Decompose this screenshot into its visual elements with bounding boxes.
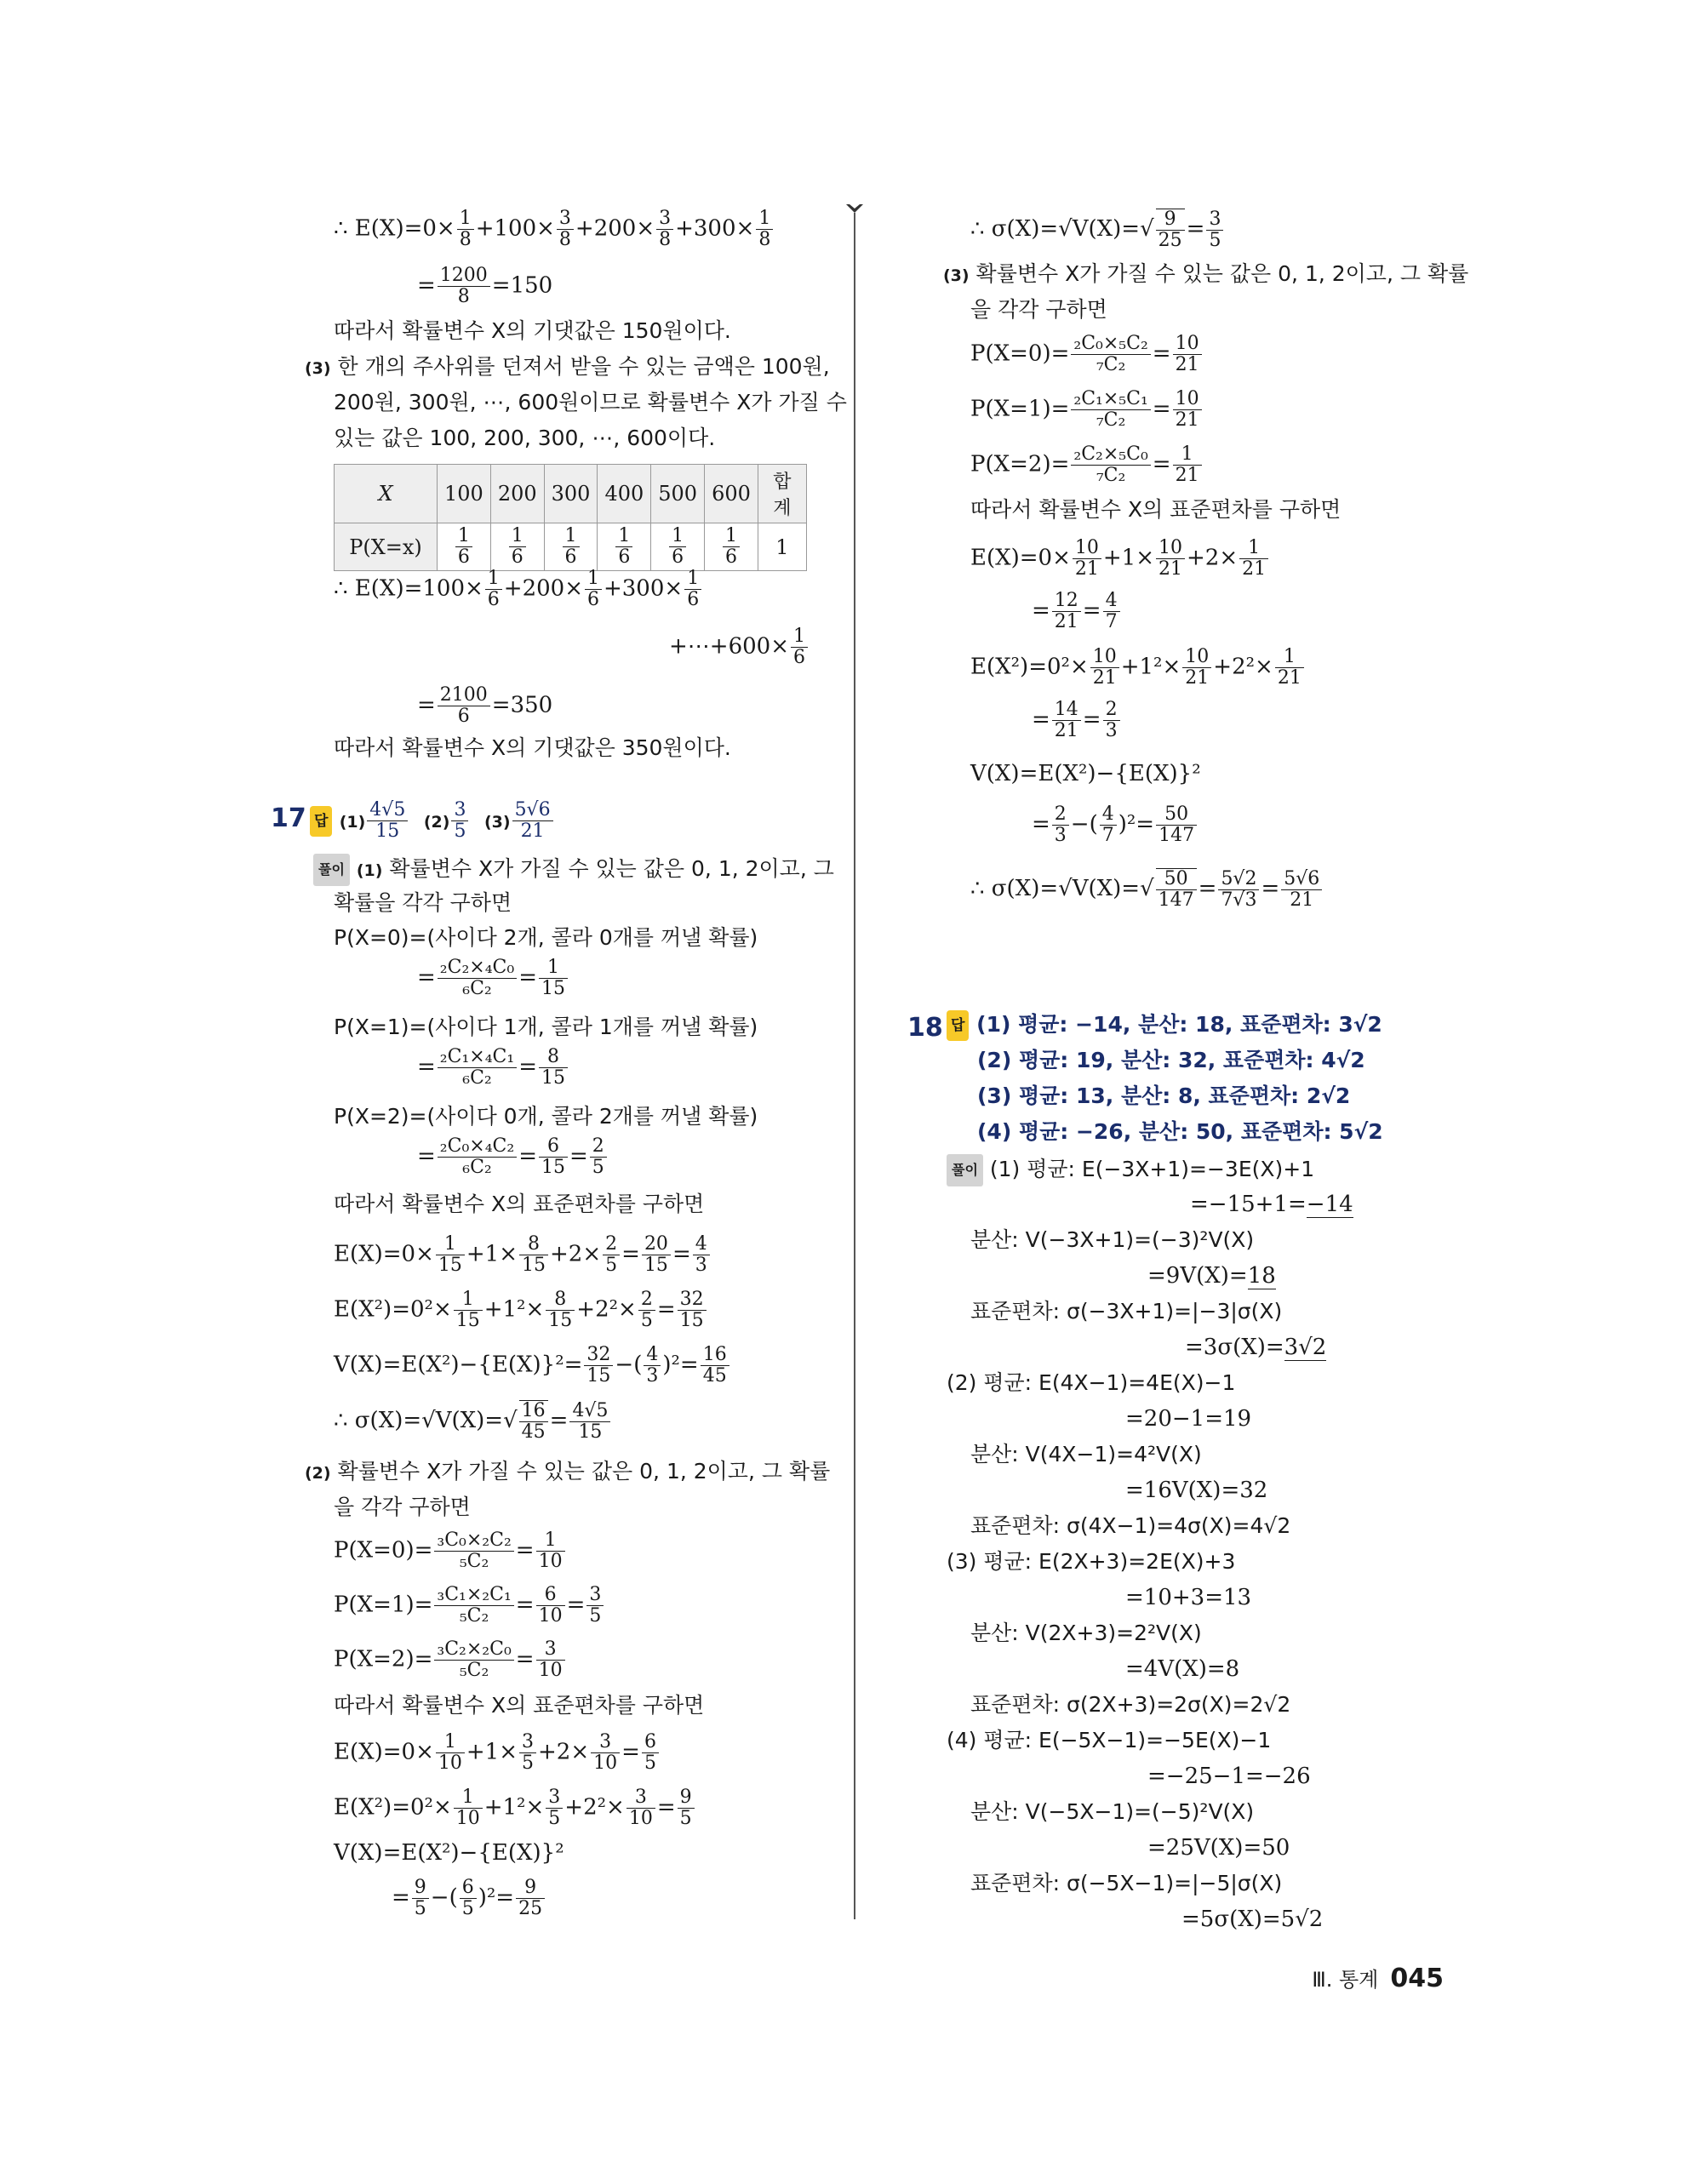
variance-calc: V(X)=E(X²)−{E(X)}² <box>970 761 1201 786</box>
second-moment-calc: E(X²)=0²× $\frac{1}{10}$ +1²× $\frac{3}{5}$ +2²× $\frac{3}{10}$ = $\frac{9}{5}$ <box>334 1787 696 1829</box>
solution-calc: =9V(X)=18 <box>1147 1263 1276 1289</box>
solution-calc: =10+3=13 <box>1125 1585 1252 1610</box>
part3-para-line2: 200원, 300원, ⋯, 600원이므로 확률변수 X가 가질 수 <box>334 390 847 415</box>
table-cell: 600 <box>705 465 758 523</box>
conclusion-text: 따라서 확률변수 X의 기댓값은 150원이다. <box>334 318 731 343</box>
probability-table <box>334 464 807 571</box>
second-moment-result: = $\frac{14}{21}$ = $\frac{2}{3}$ <box>1032 700 1122 741</box>
page-number: 045 <box>1390 1964 1444 1993</box>
solution-calc: =25V(X)=50 <box>1147 1835 1290 1861</box>
prob-calc: = $\frac{\text{₂C₀×₄C₂}}{\text{₆C₂}}$ = $\frac{6}{15}$ = $\frac{2}{5}$ <box>417 1136 609 1178</box>
table-cell: 500 <box>651 465 705 523</box>
solution-calc: =5σ(X)=5√2 <box>1181 1907 1324 1932</box>
variance-calc: V(X)=E(X²)−{E(X)}² <box>334 1840 564 1866</box>
answer-line: (4) 평균: −26, 분산: 50, 표준편차: 5√2 <box>977 1119 1383 1144</box>
solution-calc: (2) 평균: E(4X−1)=4E(X)−1 <box>947 1370 1236 1395</box>
solution-calc: =−15+1=−14 <box>1190 1192 1353 1217</box>
expectation-calc: E(X)=0× $\frac{1}{10}$ +1× $\frac{3}{5}$ +2× $\frac{3}{10}$ = $\frac{6}{5}$ <box>334 1732 661 1774</box>
answer-line: 답 (1) $\frac{4√5}{15}$ (2) $\frac{3}{5}$ (3) $\frac{5√6}{21}$ <box>310 800 555 842</box>
solution-text: 을 각각 구하면 <box>334 1495 471 1519</box>
solution-calc: =3σ(X)=3√2 <box>1185 1335 1327 1360</box>
table-cell: 300 <box>544 465 598 523</box>
solution-calc: 분산: V(−3X+1)=(−3)²V(X) <box>970 1227 1255 1252</box>
second-moment-calc: E(X²)=0²× $\frac{1}{15}$ +1²× $\frac{8}{15}$ +2²× $\frac{2}{5}$ = $\frac{32}{15}$ <box>334 1289 708 1331</box>
table-cell: 합계 <box>758 465 806 523</box>
solution-text: 따라서 확률변수 X의 표준편차를 구하면 <box>334 1192 705 1216</box>
solution-line: 풀이 (1) 평균: E(−3X+1)=−3E(X)+1 <box>947 1154 1314 1186</box>
solution-badge: 풀이 <box>313 854 350 886</box>
answer-line: (2) 평균: 19, 분산: 32, 표준편차: 4√2 <box>977 1048 1365 1072</box>
solution-calc: =−25−1=−26 <box>1147 1764 1311 1789</box>
problem-number: 17 <box>271 803 306 833</box>
expected-value-line-2: ∴ E(X)=100× $\frac{1}{6}$ +200× $\frac{1}{6}$ +300× $\frac{1}{6}$ <box>334 569 703 610</box>
prob-calc: P(X=0)= $\frac{\text{₂C₀×₅C₂}}{\text{₇C₂}}$ = $\frac{10}{21}$ <box>970 334 1204 375</box>
prob-calc: = $\frac{\text{₂C₂×₄C₀}}{\text{₆C₂}}$ = $\frac{1}{15}$ <box>417 958 569 999</box>
solution-text: 따라서 확률변수 X의 표준편차를 구하면 <box>970 497 1342 522</box>
solution-calc: 분산: V(2X+3)=2²V(X) <box>970 1621 1202 1645</box>
table-row-label: P(X=x) <box>335 523 438 571</box>
table-header-label: X <box>335 465 438 523</box>
solution-text: 확률을 각각 구하면 <box>334 890 512 915</box>
table-cell: 1 <box>758 523 806 571</box>
table-cell: $\frac{1}{6}$ <box>598 523 651 571</box>
answer-line: (3) 평균: 13, 분산: 8, 표준편차: 2√2 <box>977 1083 1351 1108</box>
variance-result: = $\frac{2}{3}$ −( $\frac{4}{7}$ )²= $\frac{50}{147}$ <box>1032 804 1199 846</box>
prob-calc: P(X=1)= $\frac{\text{₂C₁×₅C₁}}{\text{₇C₂}}$ = $\frac{10}{21}$ <box>970 389 1204 431</box>
expectation-calc: E(X)=0× $\frac{1}{15}$ +1× $\frac{8}{15}$ +2× $\frac{2}{5}$ = $\frac{20}{15}$ = $\frac{4}{3}$ <box>334 1234 712 1276</box>
solution-calc: =4V(X)=8 <box>1125 1656 1240 1682</box>
second-moment-calc: E(X²)=0²× $\frac{10}{21}$ +1²× $\frac{10}{21}$ +2²× $\frac{1}{21}$ <box>970 647 1306 689</box>
variance-result: = $\frac{9}{5}$ −( $\frac{6}{5}$ )²= $\frac{9}{25}$ <box>392 1878 546 1919</box>
prob-calc: P(X=1)= $\frac{\text{₃C₁×₂C₁}}{\text{₅C₂}}$ = $\frac{6}{10}$ = $\frac{3}{5}$ <box>334 1585 605 1627</box>
table-cell: 200 <box>490 465 544 523</box>
ornament-icon <box>843 201 868 218</box>
prob-line: P(X=0)=(사이다 2개, 콜라 0개를 꺼낼 확률) <box>334 925 758 950</box>
table-cell: $\frac{1}{6}$ <box>438 523 491 571</box>
part2-para: (2) 확률변수 X가 가질 수 있는 값은 0, 1, 2이고, 그 확률 <box>305 1459 831 1484</box>
solution-calc: 표준편차: σ(2X+3)=2σ(X)=2√2 <box>970 1692 1291 1717</box>
part3-para: (3) 확률변수 X가 가질 수 있는 값은 0, 1, 2이고, 그 확률 <box>943 261 1469 286</box>
column-divider <box>854 213 855 1919</box>
prob-calc: = $\frac{\text{₂C₁×₄C₁}}{\text{₆C₂}}$ = $\frac{8}{15}$ <box>417 1047 569 1089</box>
solution-calc: (3) 평균: E(2X+3)=2E(X)+3 <box>947 1549 1236 1574</box>
std-dev-calc: ∴ σ(X)=√V(X)=√ $\frac{16}{45}$ = $\frac{4√5}{15}$ <box>334 1400 612 1443</box>
chapter-label: Ⅲ. 통계 <box>1312 1968 1379 1992</box>
solution-calc: 표준편차: σ(−3X+1)=|−3|σ(X) <box>970 1299 1283 1324</box>
part3-para-line3: 있는 값은 100, 200, 300, ⋯, 600이다. <box>334 426 716 450</box>
part3-para: (3) 한 개의 주사위를 던져서 받을 수 있는 금액은 100원, <box>305 354 830 379</box>
expected-value-line: ∴ E(X)=0× $\frac{1}{8}$ +100× $\frac{3}{8}$ +200× $\frac{3}{8}$ +300× $\frac{1}{8}$ <box>334 209 775 250</box>
table-cell: 400 <box>598 465 651 523</box>
std-dev-calc: ∴ σ(X)=√V(X)=√ $\frac{50}{147}$ = $\frac{5√2}{7√3}$ = $\frac{5√6}{21}$ <box>970 868 1324 911</box>
answer-badge: 답 <box>310 806 332 837</box>
solution-calc: (4) 평균: E(−5X−1)=−5E(X)−1 <box>947 1728 1272 1752</box>
solution-calc: =20−1=19 <box>1125 1406 1252 1432</box>
solution-calc: =16V(X)=32 <box>1125 1478 1268 1503</box>
expectation-result: = $\frac{12}{21}$ = $\frac{4}{7}$ <box>1032 591 1122 632</box>
expectation-calc: E(X)=0× $\frac{10}{21}$ +1× $\frac{10}{21}$ +2× $\frac{1}{21}$ <box>970 538 1270 580</box>
table-cell: $\frac{1}{6}$ <box>490 523 544 571</box>
answer-badge: 답 <box>947 1010 969 1041</box>
solution-text: 을 각각 구하면 <box>970 297 1107 322</box>
expected-value-line-2b: +⋯+600× $\frac{1}{6}$ <box>669 626 810 668</box>
prob-line: P(X=1)=(사이다 1개, 콜라 1개를 꺼낼 확률) <box>334 1015 758 1039</box>
prob-line: P(X=2)=(사이다 0개, 콜라 2개를 꺼낼 확률) <box>334 1104 758 1129</box>
prob-calc: P(X=2)= $\frac{\text{₂C₂×₅C₀}}{\text{₇C₂}}$ = $\frac{1}{21}$ <box>970 444 1204 486</box>
expected-value-result-2: = $\frac{2100}{6}$ =350 <box>417 684 553 727</box>
solution-calc: 표준편차: σ(4X−1)=4σ(X)=4√2 <box>970 1513 1291 1538</box>
prob-calc: P(X=0)= $\frac{\text{₃C₀×₂C₂}}{\text{₅C₂}}$ = $\frac{1}{10}$ <box>334 1530 567 1572</box>
table-cell: $\frac{1}{6}$ <box>651 523 705 571</box>
prob-calc: P(X=2)= $\frac{\text{₃C₂×₂C₀}}{\text{₅C₂}}$ = $\frac{3}{10}$ <box>334 1639 567 1681</box>
answer-line: 답 (1) 평균: −14, 분산: 18, 표준편차: 3√2 <box>947 1010 1382 1041</box>
solution-line: 풀이 (1) 확률변수 X가 가질 수 있는 값은 0, 1, 2이고, 그 <box>313 854 834 886</box>
expected-value-result: = $\frac{1200}{8}$ =150 <box>417 265 553 307</box>
solution-calc: 분산: V(−5X−1)=(−5)²V(X) <box>970 1799 1255 1824</box>
std-dev-calc: ∴ σ(X)=√V(X)=√ $\frac{9}{25}$ = $\frac{3}{5}$ <box>970 209 1225 251</box>
table-cell: $\frac{1}{6}$ <box>705 523 758 571</box>
solution-badge: 풀이 <box>947 1154 983 1186</box>
table-cell: 100 <box>438 465 491 523</box>
conclusion-text-2: 따라서 확률변수 X의 기댓값은 350원이다. <box>334 735 731 760</box>
table-cell: $\frac{1}{6}$ <box>544 523 598 571</box>
page-footer <box>1312 1963 1444 1993</box>
solution-calc: 분산: V(4X−1)=4²V(X) <box>970 1442 1202 1466</box>
problem-number: 18 <box>907 1013 943 1043</box>
solution-calc: 표준편차: σ(−5X−1)=|−5|σ(X) <box>970 1871 1283 1895</box>
variance-calc: V(X)=E(X²)−{E(X)}²= $\frac{32}{15}$ −( $\frac{4}{3}$ )²= $\frac{16}{45}$ <box>334 1345 731 1386</box>
solution-text: 따라서 확률변수 X의 표준편차를 구하면 <box>334 1693 705 1718</box>
